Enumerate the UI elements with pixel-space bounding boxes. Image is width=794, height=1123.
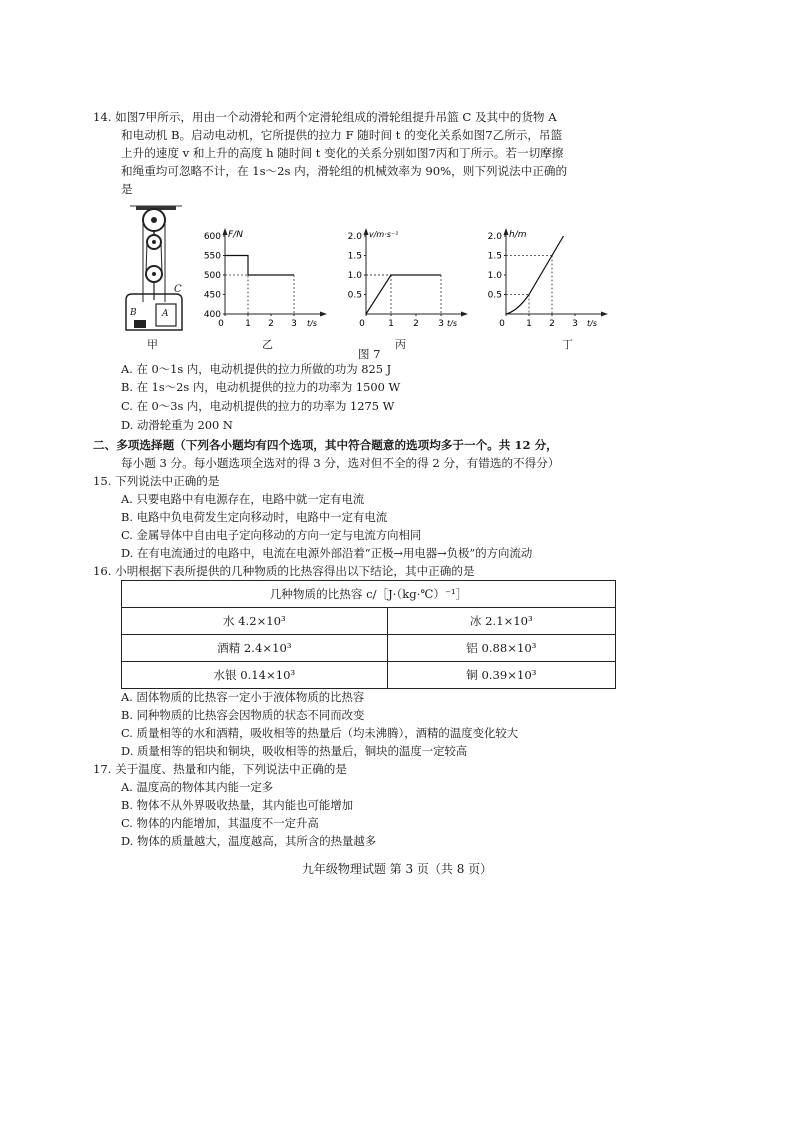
q14-line-4: 和绳重均可忽略不计，在 1s～2s 内，滑轮组的机械效率为 90%，则下列说法中正确的 — [121, 164, 568, 178]
x-tick-label: 2 — [549, 319, 555, 329]
page-footer: 九年级物理试题 第 3 页（共 8 页） — [301, 862, 493, 876]
q14-line-2: 和电动机 B。启动电动机，它所提供的拉力 F 随时间 t 的变化关系如图7乙所示，吊篮 — [121, 128, 563, 142]
q15-option-b: B. 电路中负电荷发生定向移动时，电路中一定有电流 — [121, 510, 388, 524]
q14-line-3: 上升的速度 v 和上升的高度 h 随时间 t 变化的关系分别如图7丙和丁所示。若一切摩擦 — [121, 146, 564, 160]
q14-line-5: 是 — [121, 182, 133, 196]
label-b: B — [130, 308, 137, 318]
section2-title-line2: 每小题 3 分。每小题选项全选对的得 3 分，选对但不全的得 2 分，有错选的不得分） — [121, 456, 560, 470]
y-axis-label: v/m·s⁻¹ — [369, 230, 399, 239]
panel-label-yi: 乙 — [262, 338, 273, 351]
x-tick-label: 0 — [218, 319, 224, 329]
q14-option-c: C. 在 0～3s 内，电动机提供的拉力的功率为 1275 W — [121, 399, 395, 413]
table-cell: 铜 0.39×10³ — [387, 662, 615, 689]
chart-height-time — [480, 226, 615, 336]
series-line — [366, 275, 441, 314]
label-c: C — [174, 284, 182, 295]
x-axis-label: t/s — [307, 319, 317, 328]
q16-stem: 16. 小明根据下表所提供的几种物质的比热容得出以下结论，其中正确的是 — [93, 564, 475, 578]
figure-caption: 图 7 — [358, 347, 381, 361]
table-cell: 冰 2.1×10³ — [387, 608, 615, 635]
q17-option-d: D. 物体的质量越大，温度越高，其所含的热量越多 — [121, 834, 377, 848]
q16-option-b: B. 同种物质的比热容会因物质的状态不同而改变 — [121, 708, 365, 722]
table-cell: 铝 0.88×10³ — [387, 635, 615, 662]
q17-option-a: A. 温度高的物体其内能一定多 — [121, 780, 274, 794]
q14-option-d: D. 动滑轮重为 200 N — [121, 418, 233, 432]
table-header: 几种物质的比热容 c/［J·（kg·℃）⁻¹］ — [122, 581, 616, 608]
q16-option-c: C. 质量相等的水和酒精，吸收相等的热量后（均未沸腾），酒精的温度变化较大 — [121, 726, 519, 740]
q15-stem: 15. 下列说法中正确的是 — [93, 474, 220, 488]
y-tick-label: 1.0 — [487, 271, 502, 281]
q16-option-d: D. 质量相等的铝块和铜块，吸收相等的热量后，铜块的温度一定较高 — [121, 744, 468, 758]
panel-label-jia: 甲 — [147, 338, 158, 351]
section2-title-line1: 二、多项选择题（下列各小题均有四个选项，其中符合题意的选项均多于一个。共 12 分， — [93, 438, 558, 452]
y-tick-label: 400 — [203, 310, 221, 320]
table-cell: 酒精 2.4×10³ — [122, 635, 388, 662]
x-tick-label: 1 — [388, 319, 394, 329]
y-tick-label: 1.0 — [347, 271, 362, 281]
x-tick-label: 0 — [499, 319, 505, 329]
panel-label-bing: 丙 — [395, 338, 406, 351]
y-tick-label: 0.5 — [347, 290, 362, 301]
x-tick-label: 1 — [526, 319, 532, 329]
chart-velocity-time — [340, 226, 475, 336]
y-tick-label: 450 — [203, 290, 221, 301]
y-axis-label: h/m — [509, 230, 527, 240]
q15-option-c: C. 金属导体中自由电子定向移动的方向一定与电流方向相同 — [121, 528, 422, 542]
y-tick-label: 2.0 — [487, 232, 502, 242]
x-tick-label: 0 — [359, 319, 365, 329]
q17-option-b: B. 物体不从外界吸收热量，其内能也可能增加 — [121, 798, 354, 812]
q15-option-d: D. 在有电流通过的电路中，电流在电源外部沿着“正极→用电器→负极”的方向流动 — [121, 546, 533, 560]
q14-option-b: B. 在 1s～2s 内，电动机提供的拉力的功率为 1500 W — [121, 380, 401, 394]
table-cell: 水 4.2×10³ — [122, 608, 388, 635]
x-tick-label: 2 — [268, 319, 274, 329]
q15-option-a: A. 只要电路中有电源存在，电路中就一定有电流 — [121, 492, 365, 506]
y-tick-label: 550 — [203, 251, 221, 262]
table-cell: 水银 0.14×10³ — [122, 662, 388, 689]
chart-force-time — [195, 226, 330, 336]
specific-heat-table — [121, 580, 616, 689]
x-axis-label: t/s — [587, 319, 597, 328]
panel-label-ding: 丁 — [562, 338, 573, 351]
y-tick-label: 500 — [203, 271, 221, 281]
y-tick-label: 0.5 — [487, 290, 502, 301]
q14-option-a: A. 在 0～1s 内，电动机提供的拉力所做的功为 825 J — [121, 362, 392, 376]
q16-option-a: A. 固体物质的比热容一定小于液体物质的比热容 — [121, 690, 365, 704]
q17-stem: 17. 关于温度、热量和内能，下列说法中正确的是 — [93, 762, 347, 776]
y-axis-label: F/N — [228, 230, 243, 240]
label-a: A — [162, 309, 169, 319]
y-tick-label: 600 — [203, 232, 221, 242]
series-line — [506, 236, 564, 314]
y-tick-label: 1.5 — [347, 251, 362, 262]
y-tick-label: 1.5 — [487, 251, 502, 262]
x-tick-label: 3 — [572, 319, 578, 329]
x-axis-label: t/s — [447, 319, 457, 328]
q14-line-1: 14. 如图7甲所示，用由一个动滑轮和两个定滑轮组成的滑轮组提升吊篮 C 及其中的货物 A — [93, 110, 557, 124]
x-tick-label: 1 — [245, 319, 251, 329]
x-tick-label: 3 — [438, 319, 444, 329]
x-tick-label: 3 — [291, 319, 297, 329]
q17-option-c: C. 物体的内能增加，其温度不一定升高 — [121, 816, 319, 830]
series-line — [225, 256, 294, 276]
y-tick-label: 2.0 — [347, 232, 362, 242]
x-tick-label: 2 — [413, 319, 419, 329]
